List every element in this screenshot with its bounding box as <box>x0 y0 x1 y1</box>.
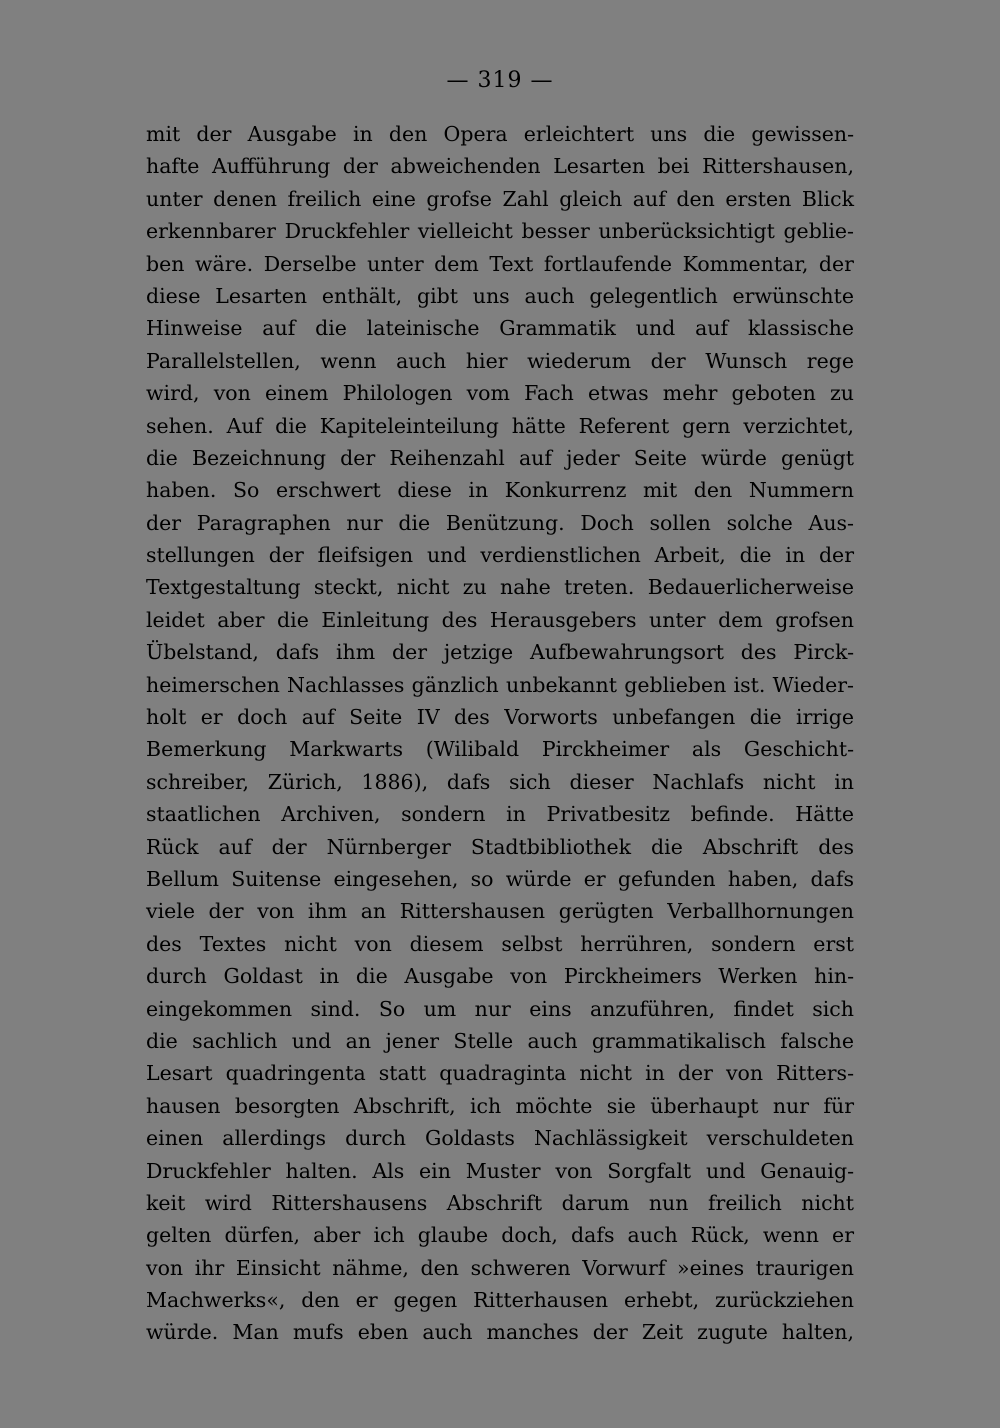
text-line: keit wird Rittershausens Abschrift darum nun freilich nicht <box>146 1190 854 1215</box>
text-line: viele der von ihm an Rittershausen gerügten Verballhornungen <box>146 899 854 924</box>
text-line: hausen besorgten Abschrift, ich möchte sie überhaupt nur für <box>146 1093 854 1118</box>
text-line: wird, von einem Philologen vom Fach etwas mehr geboten zu <box>146 381 854 406</box>
text-line: Bellum Suitense eingesehen, so würde er gefunden haben, dafs <box>146 866 854 891</box>
text-line: Druckfehler halten. Als ein Muster von Sorgfalt und Genauig- <box>146 1158 854 1183</box>
text-line: Textgestaltung steckt, nicht zu nahe treten. Bedauerlicherweise <box>146 575 854 600</box>
text-line: Rück auf der Nürnberger Stadtbibliothek die Abschrift des <box>146 834 854 859</box>
text-line: sehen. Auf die Kapiteleinteilung hätte Referent gern verzichtet, <box>146 413 854 438</box>
text-line: holt er doch auf Seite IV des Vorworts unbefangen die irrige <box>146 705 854 730</box>
text-line: von ihr Einsicht nähme, den schweren Vorwurf »eines traurigen <box>146 1255 854 1280</box>
text-line: Parallelstellen, wenn auch hier wiederum der Wunsch rege <box>146 348 854 373</box>
text-line: des Textes nicht von diesem selbst herrühren, sondern erst <box>146 931 854 956</box>
text-line: heimerschen Nachlasses gänzlich unbekannt geblieben ist. Wieder- <box>146 672 854 697</box>
text-line: die sachlich und an jener Stelle auch grammatikalisch falsche <box>146 1028 854 1053</box>
text-line: ben wäre. Derselbe unter dem Text fortlaufende Kommentar, der <box>146 251 854 276</box>
text-line: einen allerdings durch Goldasts Nachlässigkeit verschuldeten <box>146 1126 854 1151</box>
text-line: haben. So erschwert diese in Konkurrenz mit den Nummern <box>146 478 854 503</box>
text-line: der Paragraphen nur die Benützung. Doch sollen solche Aus- <box>146 510 854 535</box>
page-number: — 319 — <box>446 68 554 93</box>
text-line: eingekommen sind. So um nur eins anzuführen, findet sich <box>146 996 854 1021</box>
text-line: diese Lesarten enthält, gibt uns auch gelegentlich erwünschte <box>146 283 854 308</box>
text-line: leidet aber die Einleitung des Herausgebers unter dem grofsen <box>146 607 854 632</box>
body-text <box>146 118 854 1349</box>
text-line: staatlichen Archiven, sondern in Privatbesitz befinde. Hätte <box>146 802 854 827</box>
text-line: stellungen der fleifsigen und verdienstlichen Arbeit, die in der <box>146 543 854 568</box>
text-line: mit der Ausgabe in den Opera erleichtert uns die gewissen- <box>146 122 854 146</box>
text-line: hafte Aufführung der abweichenden Lesarten bei Rittershausen, <box>146 154 854 179</box>
text-line: die Bezeichnung der Reihenzahl auf jeder Seite würde genügt <box>146 445 854 470</box>
text-line: Lesart quadringenta statt quadraginta nicht in der von Ritters- <box>146 1061 854 1086</box>
text-line: Machwerks«, den er gegen Ritterhausen erhebt, zurückziehen <box>146 1288 854 1313</box>
text-line: gelten dürfen, aber ich glaube doch, dafs auch Rück, wenn er <box>146 1223 854 1248</box>
text-line: Bemerkung Markwarts (Wilibald Pirckheimer als Geschicht- <box>146 737 854 762</box>
text-line: durch Goldast in die Ausgabe von Pirckheimers Werken hin- <box>146 964 854 989</box>
text-line: Übelstand, dafs ihm der jetzige Aufbewahrungsort des Pirck- <box>146 640 854 665</box>
text-line: Hinweise auf die lateinische Grammatik und auf klassische <box>146 316 854 341</box>
text-line: würde. Man mufs eben auch manches der Zeit zugute halten, <box>146 1320 854 1345</box>
text-line: schreiber, Zürich, 1886), dafs sich dieser Nachlafs nicht in <box>146 769 854 794</box>
text-line: erkennbarer Druckfehler vielleicht besser unberücksichtigt geblie- <box>146 219 854 244</box>
text-line: unter denen freilich eine grofse Zahl gleich auf den ersten Blick <box>146 186 854 211</box>
